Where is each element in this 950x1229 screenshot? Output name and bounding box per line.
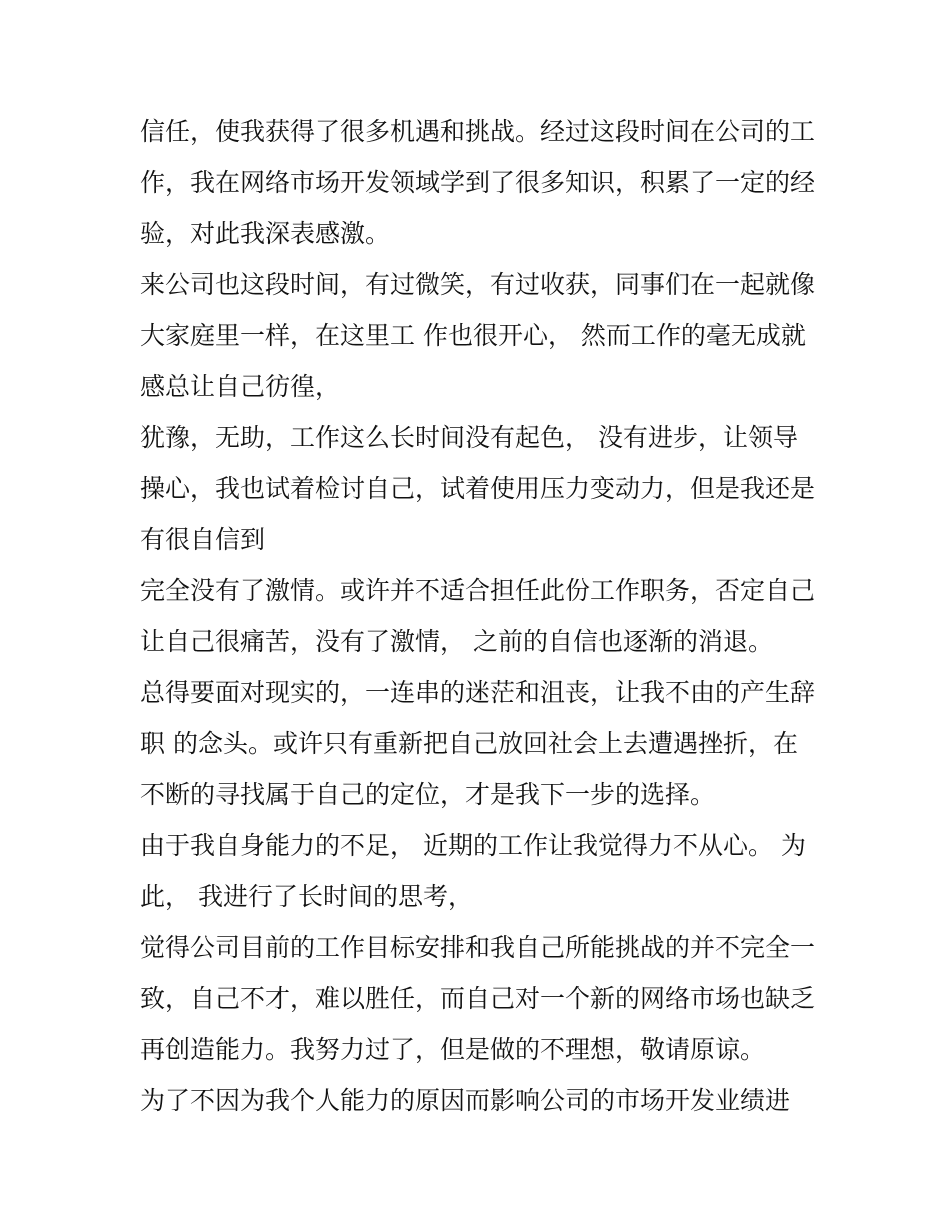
text-line: 致，自己不才，难以胜任，而自己对一个新的网络市场也缺乏	[140, 984, 816, 1013]
text-line: 作，我在网络市场开发领域学到了很多知识，积累了一定的经	[140, 168, 816, 197]
text-line: 验，对此我深表感激。	[140, 219, 391, 248]
text-line: 总得要面对现实的，一连串的迷茫和沮丧，让我不由的产生辞	[140, 678, 816, 707]
text-line: 职 的念头。或许只有重新把自己放回社会上去遭遇挫折，在	[140, 729, 798, 758]
text-line: 大家庭里一样，在这里工 作也很开心， 然而工作的毫无成就	[140, 321, 806, 350]
text-line: 信任，使我获得了很多机遇和挑战。经过这段时间在公司的工	[140, 117, 816, 146]
text-line: 再创造能力。我努力过了，但是做的不理想，敬请原谅。	[140, 1035, 766, 1064]
text-line: 让自己很痛苦，没有了激情， 之前的自信也逐渐的消退。	[140, 627, 773, 656]
text-line: 感总让自己彷徨，	[140, 372, 341, 401]
text-line: 此， 我进行了长时间的思考，	[140, 882, 473, 911]
document-body	[140, 106, 820, 1126]
text-line: 犹豫，无助，工作这么长时间没有起色， 没有进步，让领导	[140, 423, 798, 452]
text-line: 来公司也这段时间，有过微笑，有过收获，同事们在一起就像	[140, 270, 816, 299]
text-line: 觉得公司目前的工作目标安排和我自己所能挑战的并不完全一	[140, 933, 816, 962]
text-line: 为了不因为我个人能力的原因而影响公司的市场开发业绩进	[140, 1086, 791, 1115]
text-line: 操心，我也试着检讨自己，试着使用压力变动力，但是我还是	[140, 474, 816, 503]
text-line: 有很自信到	[140, 525, 266, 554]
text-line: 不断的寻找属于自己的定位，才是我下一步的选择。	[140, 780, 716, 809]
text-line: 由于我自身能力的不足， 近期的工作让我觉得力不从心。 为	[140, 831, 806, 860]
text-line: 完全没有了激情。或许并不适合担任此份工作职务，否定自己	[140, 576, 816, 605]
